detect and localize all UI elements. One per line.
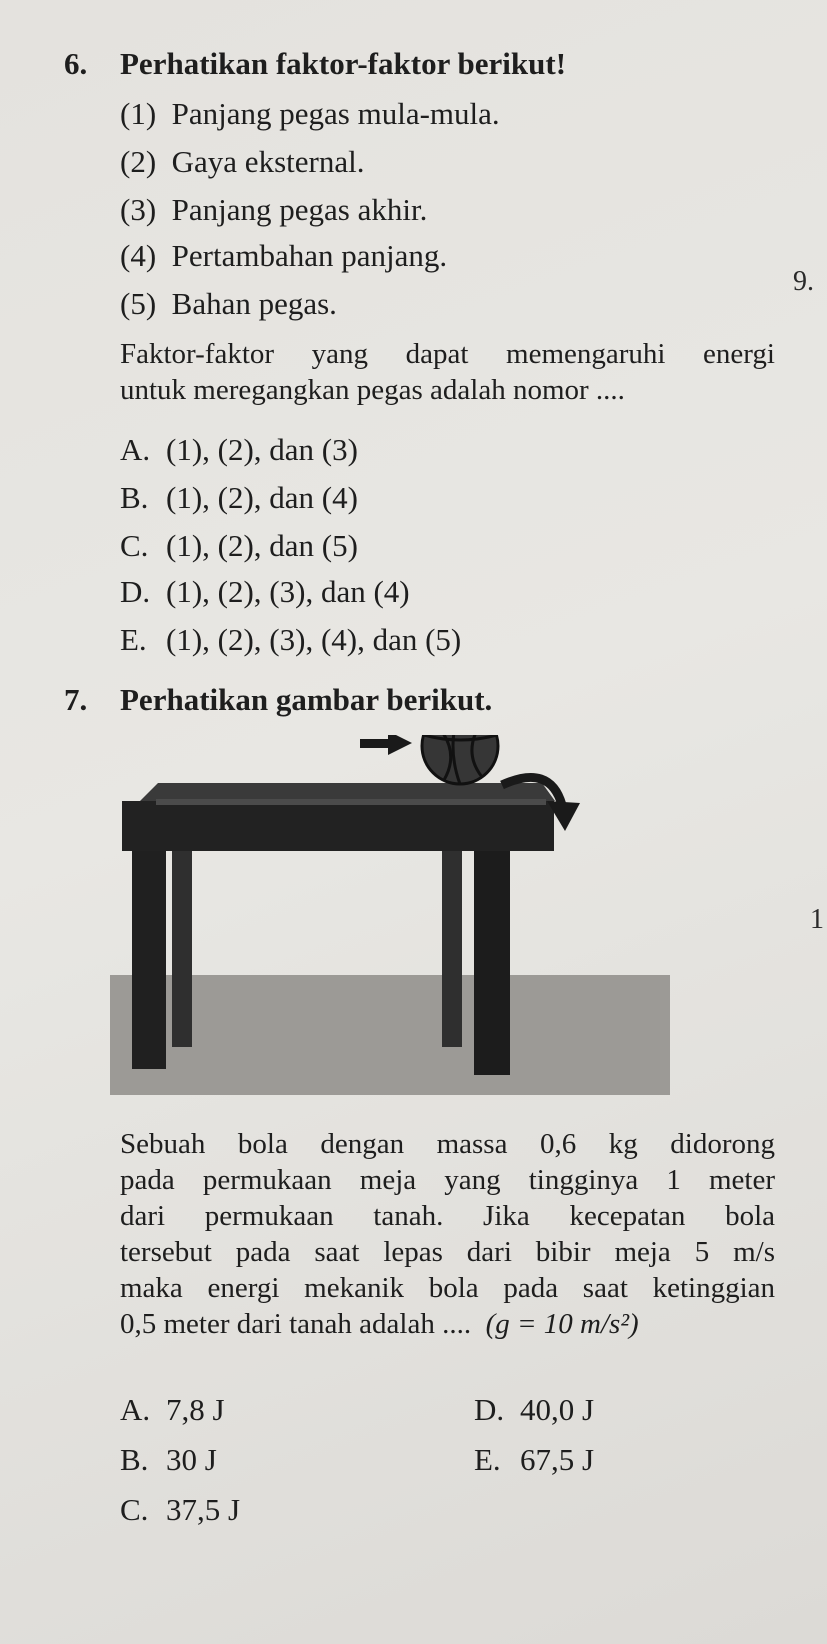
option-text: (1), (2), dan (3) [166, 432, 358, 467]
q7-option-a[interactable] [120, 1394, 225, 1425]
q6-option-c[interactable] [120, 530, 358, 561]
q6-item-1 [120, 98, 500, 129]
margin-number-one: 1 [810, 904, 824, 935]
option-text: 37,5 J [166, 1492, 241, 1527]
option-letter: A. [120, 432, 151, 467]
q6-option-b[interactable] [120, 482, 358, 513]
q6-item-num: (1) [120, 96, 157, 131]
option-letter: B. [120, 480, 149, 515]
table-ball-illustration [110, 735, 670, 1095]
option-letter: A. [120, 1392, 151, 1427]
option-letter: E. [474, 1442, 501, 1477]
option-text: 7,8 J [166, 1392, 225, 1427]
q6-option-e[interactable] [120, 624, 461, 655]
q6-option-a[interactable] [120, 434, 358, 465]
ball-icon [422, 735, 498, 784]
q7-question-text [120, 1126, 775, 1342]
table-leg-front-right [474, 851, 510, 1075]
table-top-surface [140, 783, 555, 801]
gravity-formula: (g = 10 m/s²) [485, 1308, 639, 1340]
q7-number: 7. [64, 682, 88, 717]
q6-item-num: (3) [120, 192, 157, 227]
q6-item-3 [120, 194, 427, 225]
q6-question-text [120, 336, 775, 408]
q6-item-num: (4) [120, 238, 157, 273]
table-leg-front-left [132, 851, 166, 1069]
table-top-edge [122, 801, 554, 851]
q6-question-line: untuk meregangkan pegas adalah nomor .... [120, 374, 625, 406]
q7-question-last-line [120, 1306, 775, 1342]
q7-last-line-text: 0,5 meter dari tanah adalah .... [120, 1308, 472, 1340]
table-top-highlight [156, 799, 546, 805]
q7-option-b[interactable] [120, 1444, 217, 1475]
option-text: 67,5 J [520, 1442, 595, 1477]
q6-item-text: Panjang pegas akhir. [171, 192, 428, 227]
q6-item-2 [120, 146, 364, 177]
q7-question-line: Sebuah bola dengan massa 0,6 kg didorong [120, 1128, 775, 1160]
push-arrow-icon [360, 735, 412, 755]
q6-question-line: Faktor-faktor yang dapat memengaruhi energi [120, 338, 775, 370]
floor-shadow [110, 975, 670, 1095]
q7-question-line: tersebut pada saat lepas dari bibir meja 5 m/s [120, 1236, 775, 1268]
q6-item-text: Bahan pegas. [171, 286, 337, 321]
option-text: (1), (2), (3), dan (4) [166, 574, 410, 609]
option-text: (1), (2), dan (5) [166, 528, 358, 563]
q6-item-num: (5) [120, 286, 157, 321]
margin-number-nine: 9. [793, 266, 814, 297]
option-letter: D. [120, 574, 151, 609]
table-leg-back-right [442, 851, 462, 1047]
option-text: 40,0 J [520, 1392, 595, 1427]
q6-item-num: (2) [120, 144, 157, 179]
q6-item-text: Pertambahan panjang. [171, 238, 448, 273]
table-leg-back-left [172, 851, 192, 1047]
option-letter: E. [120, 622, 147, 657]
option-letter: B. [120, 1442, 149, 1477]
q7-title: Perhatikan gambar berikut. [120, 682, 493, 717]
q6-item-4 [120, 240, 447, 271]
q6-item-text: Gaya eksternal. [171, 144, 365, 179]
option-letter: C. [120, 528, 149, 563]
q7-option-c[interactable] [120, 1494, 240, 1525]
q6-option-d[interactable] [120, 576, 410, 607]
q6-number: 6. [64, 46, 88, 81]
q7-question-line: maka energi mekanik bola pada saat ketinggian [120, 1272, 775, 1304]
q6-item-5 [120, 288, 337, 319]
q6-title: Perhatikan faktor-faktor berikut! [120, 46, 567, 81]
q7-option-e[interactable] [474, 1444, 594, 1475]
option-text: 30 J [166, 1442, 217, 1477]
q7-question-line: dari permukaan tanah. Jika kecepatan bola [120, 1200, 775, 1232]
q7-question-line: pada permukaan meja yang tingginya 1 meter [120, 1164, 775, 1196]
option-text: (1), (2), dan (4) [166, 480, 358, 515]
option-text: (1), (2), (3), (4), dan (5) [166, 622, 462, 657]
option-letter: D. [474, 1392, 505, 1427]
option-letter: C. [120, 1492, 149, 1527]
q7-option-d[interactable] [474, 1394, 594, 1425]
q6-item-text: Panjang pegas mula-mula. [171, 96, 500, 131]
